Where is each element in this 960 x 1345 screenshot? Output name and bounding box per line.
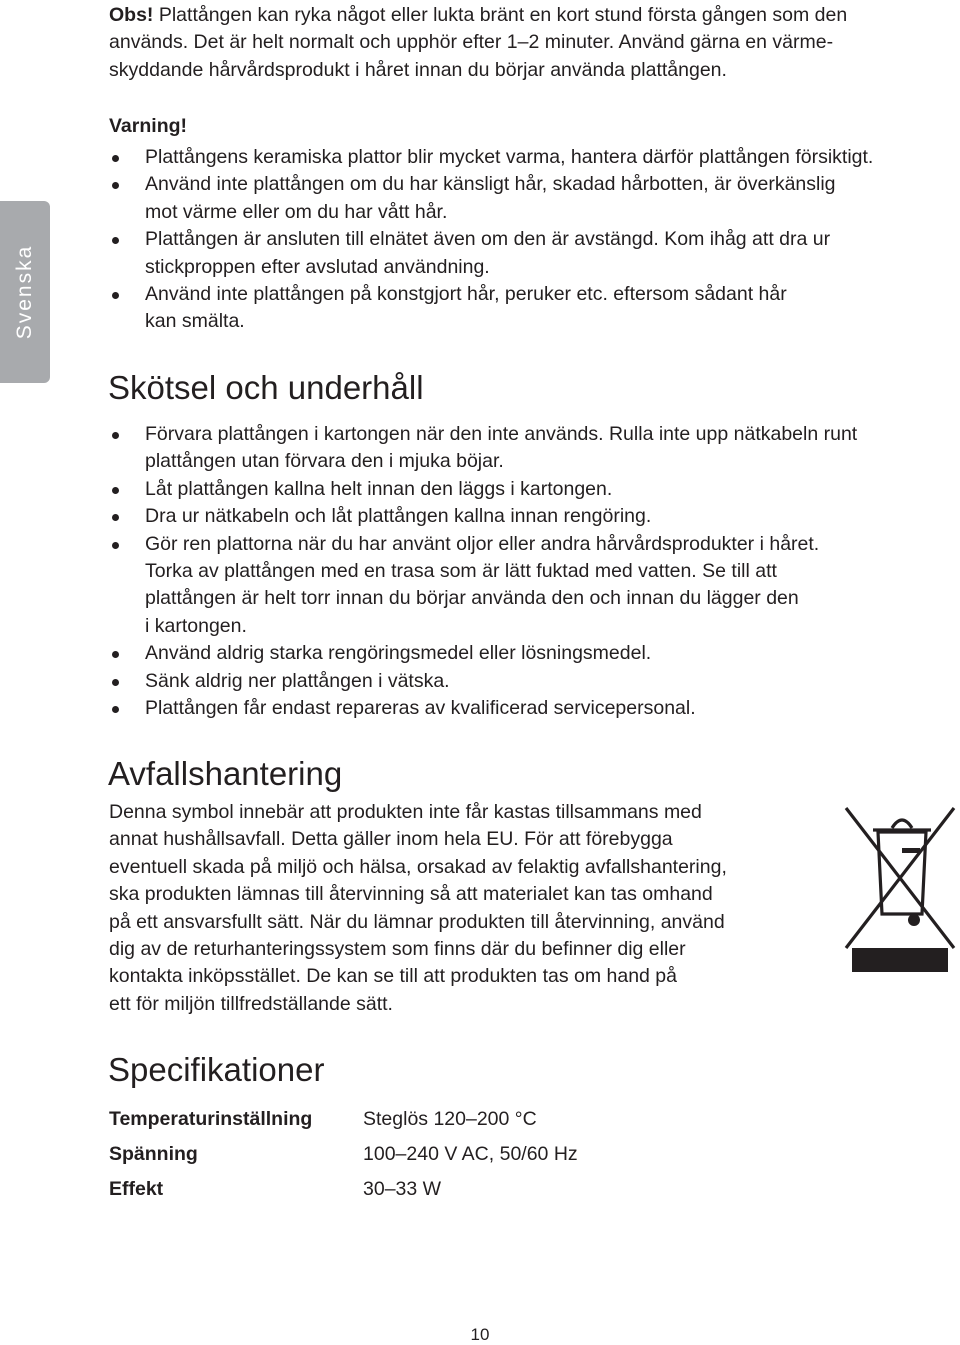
intro-line: Plattången kan ryka något eller lukta bränt en kort stund första gången som den: [158, 4, 848, 26]
list-item: Använd inte plattången om du har känsligt hår, skadad hårbotten, är överkänslig mot värme eller om du har vått hår.: [109, 171, 954, 226]
list-item: Plattången får endast repareras av kvalificerad servicepersonal.: [109, 695, 954, 722]
intro-lead: Obs!: [109, 4, 154, 26]
list-item: Använd aldrig starka rengöringsmedel eller lösningsmedel.: [109, 640, 954, 667]
intro-note: [109, 2, 954, 84]
specs-table: [109, 1102, 578, 1207]
list-item: Använd inte plattången på konstgjort hår, peruker etc. eftersom sådant hår kan smälta.: [109, 281, 954, 336]
care-heading: Skötsel och underhåll: [108, 369, 424, 406]
disposal-paragraph: Denna symbol innebär att produkten inte får kastas tillsammans med annat hushållsavfall. Detta gäller inom hela EU. För att förebygga eventuell skada på miljö och hälsa, orsakad av felaktig avfallshantering, ska produkten lämnas till återvinning så att materialet kan tas omhand på ett ansvarsfullt sätt. När du lämnar produkten till återvinning, använd dig av de returhanteringssystem som finns där du befinner dig eller kontakta inköpsstället. De kan se till att produkten tas om hand på ett för miljön tillfredställande sätt.: [109, 801, 727, 1015]
crossed-out-wheelie-bin-icon: [840, 802, 960, 974]
table-row: Temperaturinställning Steglös 120–200 °C: [109, 1108, 537, 1130]
intro-line: skyddande hårvårdsprodukt i håret innan du börjar använda plattången.: [109, 58, 727, 81]
intro-line: används. Det är helt normalt och upphör efter 1–2 minuter. Använd gärna en värme-: [109, 31, 834, 54]
care-list: [109, 421, 954, 722]
language-tab-label: Svenska: [13, 244, 36, 340]
list-item: Låt plattången kallna helt innan den läggs i kartongen.: [109, 476, 954, 503]
page-number: 10: [470, 1325, 490, 1344]
list-item: Plattångens keramiska plattor blir mycket varma, hantera därför plattången försiktigt.: [109, 144, 954, 171]
specs-heading: Specifikationer: [108, 1051, 325, 1088]
list-item: Dra ur nätkabeln och låt plattången kallna innan rengöring.: [109, 503, 954, 530]
list-item: Gör ren plattorna när du har använt oljor eller andra hårvårdsprodukter i håret. Torka av plattången med en trasa som är lätt fuktad med vatten. Se till att plattången är helt torr innan du börjar använda den och innan du lägger den i kartongen.: [109, 531, 954, 641]
warning-title: Varning!: [109, 115, 188, 137]
warning-list: [109, 144, 954, 336]
list-item: Plattången är ansluten till elnätet även om den är avstängd. Kom ihåg att dra ur stickproppen efter avslutad användning.: [109, 226, 954, 281]
table-row: Effekt 30–33 W: [109, 1178, 442, 1200]
language-side-tab: [0, 201, 50, 383]
list-item: Förvara plattången i kartongen när den inte används. Rulla inte upp nätkabeln runt plattången utan förvara den i mjuka böjar.: [109, 421, 954, 476]
list-item: Sänk aldrig ner plattången i vätska.: [109, 668, 954, 695]
disposal-heading: Avfallshantering: [108, 755, 343, 792]
table-row: Spänning 100–240 V AC, 50/60 Hz: [109, 1143, 578, 1165]
